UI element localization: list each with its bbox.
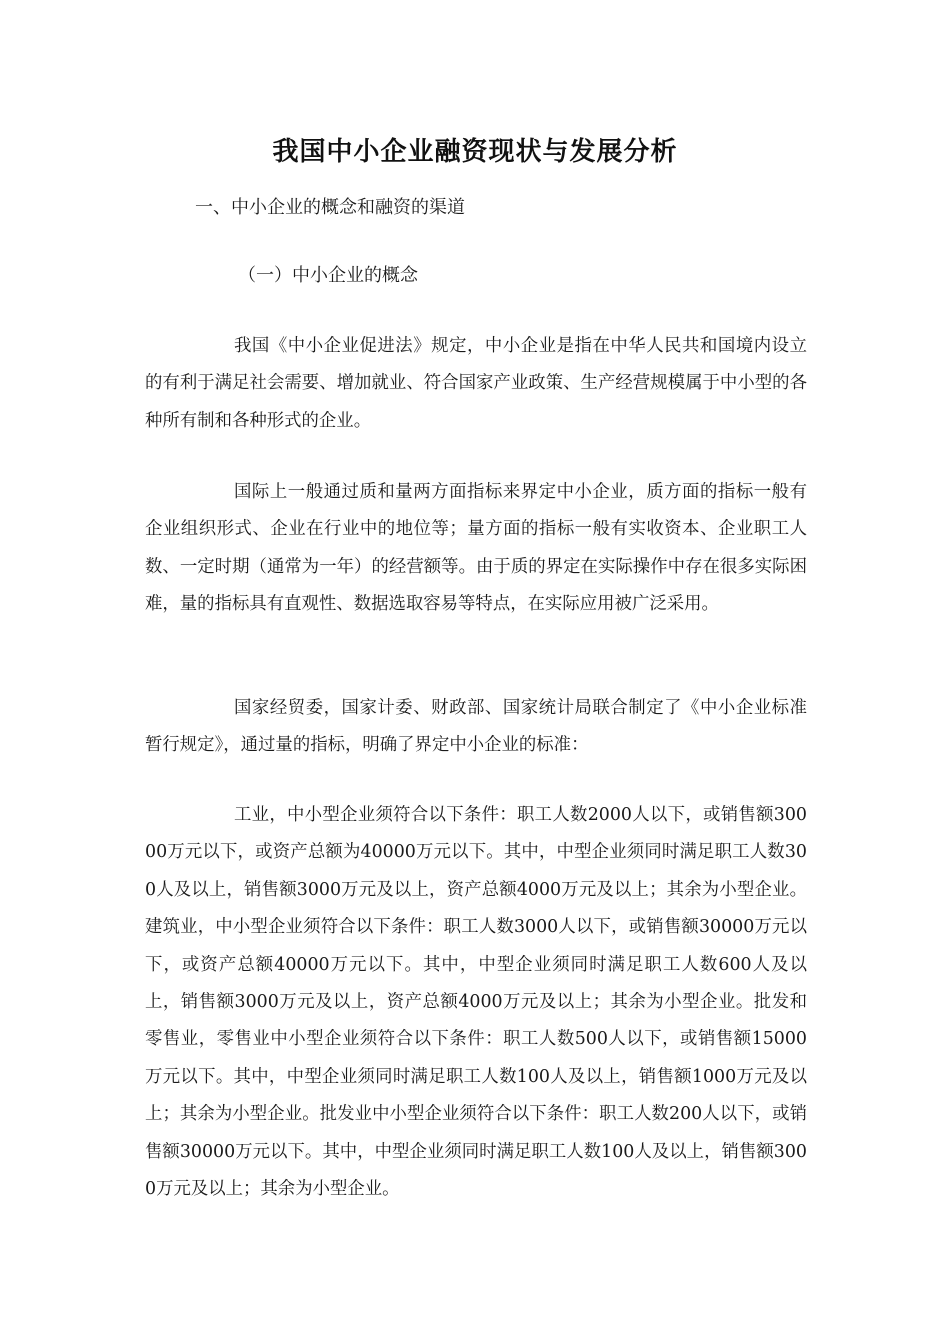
paragraph-international-criteria: 国际上一般通过质和量两方面指标来界定中小企业，质方面的指标一般有企业组织形式、企业在行业中的地位等；量方面的指标一般有实收资本、企业职工人数、一定时期（通常为一年）的经营额等。由于质的界定在实际操作中存在很多实际困难，量的指标具有直观性、数据选取容易等特点，在实际应用被广泛采用。 [145,482,807,615]
paragraph-national-standard: 国家经贸委，国家计委、财政部、国家统计局联合制定了《中小企业标准暂行规定》，通过量的指标，明确了界定中小企业的标准： [145,698,807,756]
document-title: 我国中小企业融资现状与发展分析 [272,137,678,167]
paragraph-industry-criteria: 工业，中小型企业须符合以下条件：职工人数2000人以下，或销售额30000万元以下，或资产总额为40000万元以下。其中，中型企业须同时满足职工人数300人及以上，销售额3000万元及以上，资产总额4000万元及以上；其余为小型企业。建筑业，中小型企业须符合以下条件：职工人数3000人以下，或销售额30000万元以下，或资产总额40000万元以下。其中，中型企业须同时满足职工人数600人及以上，销售额3000万元及以上，资产总额4000万元及以上；其余为小型企业。批发和零售业，零售业中小型企业须符合以下条件：职工人数500人以下，或销售额15000万元以下。其中，中型企业须同时满足职工人数100人及以上，销售额1000万元及以上；其余为小型企业。批发业中小型企业须符合以下条件：职工人数200人以下，或销售额30000万元以下。其中，中型企业须同时满足职工人数100人及以上，销售额3000万元及以上；其余为小型企业。 [145,805,807,1200]
subsection-heading: （一）中小企业的概念 [238,265,418,286]
paragraph-definition: 我国《中小企业促进法》规定，中小企业是指在中华人民共和国境内设立的有利于满足社会需要、增加就业、符合国家产业政策、生产经营规模属于中小型的各种所有制和各种形式的企业。 [145,336,807,431]
section-heading: 一、中小企业的概念和融资的渠道 [195,197,465,218]
